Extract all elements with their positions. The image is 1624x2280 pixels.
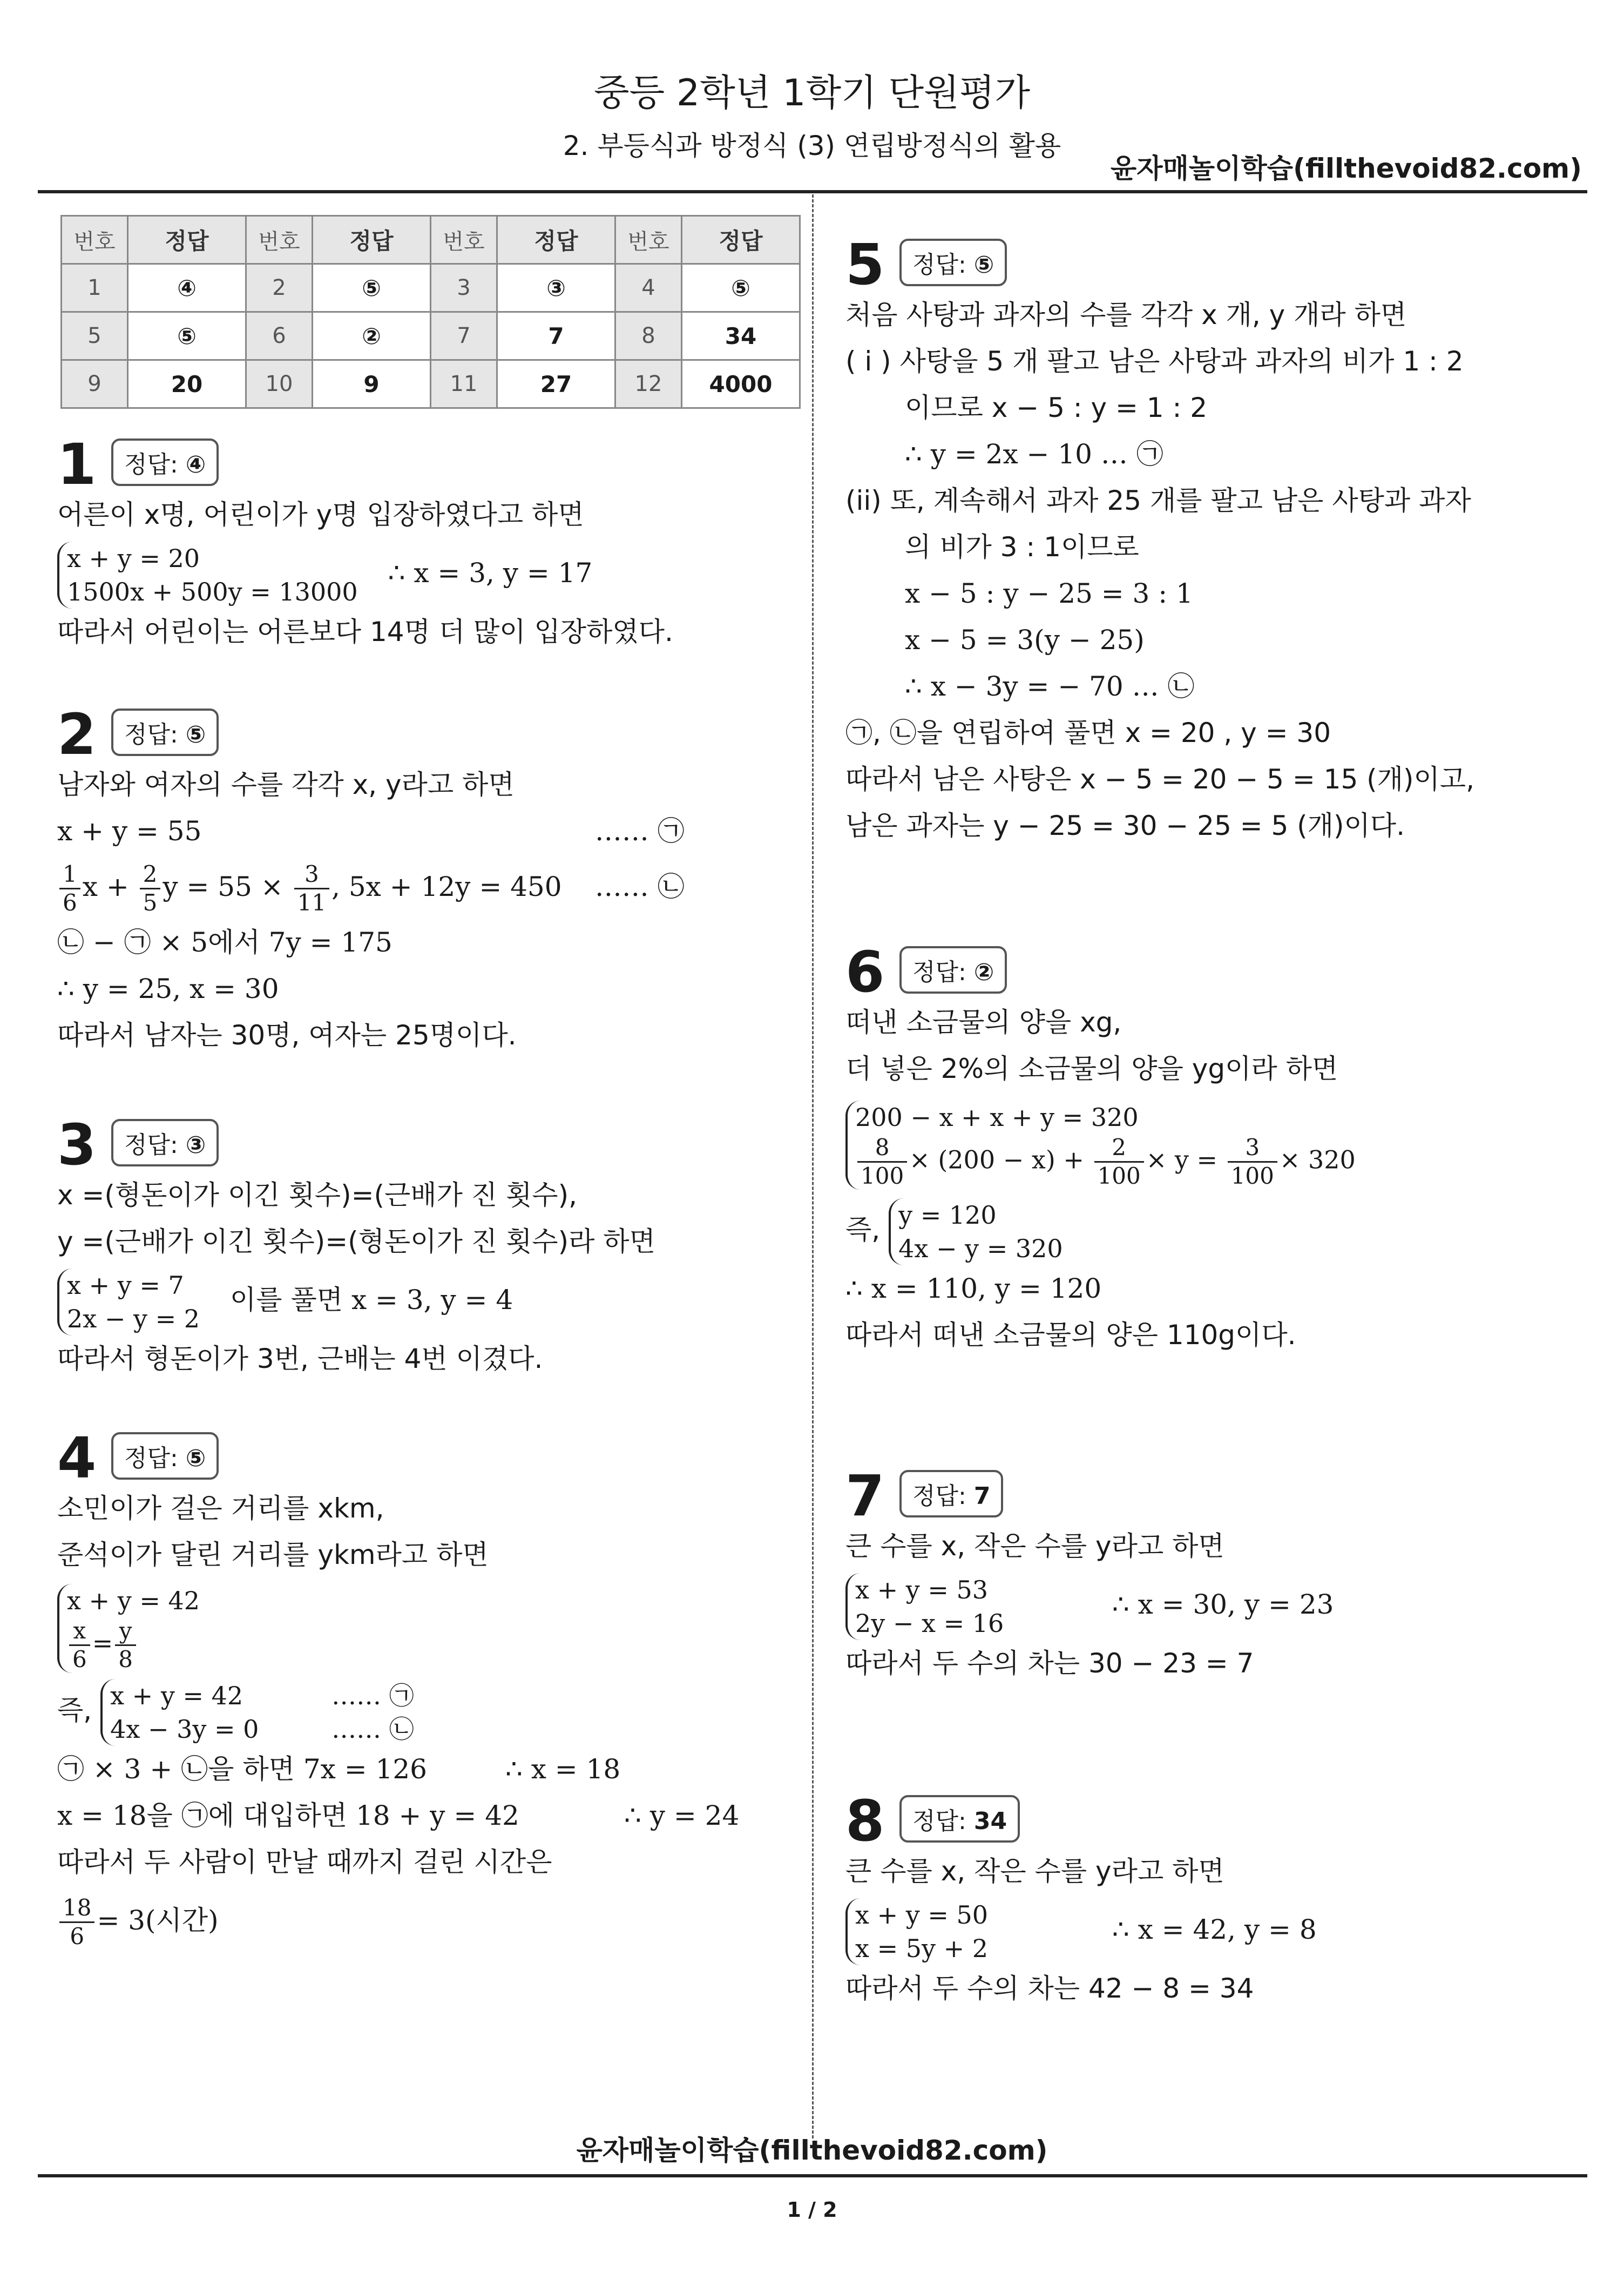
table-row bbox=[62, 312, 800, 360]
answer-prefix: 정답: bbox=[124, 1445, 178, 1472]
header-ans: 정답 bbox=[313, 216, 431, 264]
equation-system bbox=[845, 1573, 1071, 1640]
problem-number: 2 bbox=[57, 701, 97, 767]
header-rule bbox=[38, 190, 1587, 193]
equation-part: y = 55 × bbox=[163, 871, 283, 902]
table-row bbox=[62, 360, 800, 408]
problem-1 bbox=[57, 432, 673, 655]
equation-mark: …… ㉠ bbox=[331, 1681, 414, 1710]
equation: x + y = 53 bbox=[855, 1575, 989, 1604]
answer-value: 34 bbox=[682, 312, 800, 360]
answer-badge bbox=[111, 1119, 219, 1166]
problem-text: 더 넣은 2%의 소금물의 양을 yg이라 하면 bbox=[845, 1053, 1338, 1084]
problem-2 bbox=[57, 702, 685, 1058]
problem-text: 이므로 x − 5 : y = 1 : 2 bbox=[905, 392, 1208, 423]
conclusion: 따라서 남자는 30명, 여자는 25명이다. bbox=[57, 1020, 517, 1051]
equation: ㉡ − ㉠ × 5에서 7y = 175 bbox=[57, 927, 393, 958]
equation: y = 120 bbox=[898, 1200, 997, 1230]
problem-text: 남자와 여자의 수를 각각 x, y라고 하면 bbox=[57, 769, 515, 800]
equation: ㉠ × 3 + ㉡을 하면 7x = 126 bbox=[57, 1753, 427, 1785]
question-number: 11 bbox=[431, 360, 497, 408]
answer-value: 7 bbox=[497, 312, 615, 360]
equation: ∴ y = 2x − 10 … ㉠ bbox=[905, 439, 1163, 470]
conclusion: 따라서 두 수의 차는 42 − 8 = 34 bbox=[845, 1972, 1254, 2004]
problem-number: 3 bbox=[57, 1112, 97, 1178]
header-ans: 정답 bbox=[682, 216, 800, 264]
problem-text: 준석이가 달린 거리를 ykm라고 하면 bbox=[57, 1539, 489, 1570]
answer-value: 20 bbox=[128, 360, 246, 408]
question-number: 9 bbox=[62, 360, 128, 408]
question-number: 6 bbox=[246, 312, 313, 360]
problem-number: 8 bbox=[845, 1788, 885, 1854]
equation-system bbox=[845, 1101, 1356, 1190]
answer-value: ② bbox=[973, 959, 994, 986]
equation-part: , 5x + 12y = 450 bbox=[331, 871, 562, 902]
question-number: 4 bbox=[615, 264, 682, 312]
problem-number: 7 bbox=[845, 1463, 885, 1529]
conclusion: 따라서 두 수의 차는 30 − 23 = 7 bbox=[845, 1647, 1254, 1679]
problem-text: 따라서 두 사람이 만날 때까지 걸린 시간은 bbox=[57, 1846, 552, 1878]
header-ans: 정답 bbox=[128, 216, 246, 264]
label-jeuk: 즉, bbox=[845, 1214, 881, 1245]
header-brand: 윤자매놀이학습(fillthevoid82.com) bbox=[1110, 153, 1582, 184]
equation: 4x − y = 320 bbox=[898, 1233, 1063, 1263]
answer-badge bbox=[899, 1795, 1020, 1843]
fraction: $\frac{2}{5}$ bbox=[140, 861, 161, 916]
solution: ∴ x = 3, y = 17 bbox=[388, 557, 593, 589]
equation: x + y = 50 bbox=[855, 1900, 989, 1930]
page-subtitle: 2. 부등식과 방정식 (3) 연립방정식의 활용 bbox=[563, 130, 1061, 161]
equation-mark: …… ㉡ bbox=[594, 871, 685, 902]
equation: x − 5 : y − 25 = 3 : 1 bbox=[905, 578, 1193, 609]
footer-rule bbox=[38, 2174, 1587, 2177]
answer-value: ③ bbox=[185, 1131, 206, 1159]
answer-value: 27 bbox=[497, 360, 615, 408]
answer-prefix: 정답: bbox=[124, 721, 178, 748]
problem-number: 6 bbox=[845, 939, 885, 1005]
question-number: 7 bbox=[431, 312, 497, 360]
equation-mark: …… ㉠ bbox=[594, 815, 685, 847]
header-ans: 정답 bbox=[497, 216, 615, 264]
problem-text: x =(형돈이가 이긴 횟수)=(근배가 진 횟수), bbox=[57, 1179, 577, 1211]
header-num: 번호 bbox=[431, 216, 497, 264]
question-number: 2 bbox=[246, 264, 313, 312]
conclusion: 따라서 떠낸 소금물의 양은 110g이다. bbox=[845, 1319, 1296, 1351]
equals-sign: = bbox=[92, 1628, 113, 1658]
problem-text: (ii) 또, 계속해서 과자 25 개를 팔고 남은 사탕과 과자 bbox=[845, 485, 1471, 516]
question-number: 1 bbox=[62, 264, 128, 312]
fraction: $\frac{8}{100}$ bbox=[857, 1134, 907, 1190]
equation-system bbox=[57, 1584, 200, 1673]
equation: x = 18을 ㉠에 대입하면 18 + y = 42 bbox=[57, 1799, 519, 1831]
conclusion: 남은 과자는 y − 25 = 30 − 25 = 5 (개)이다. bbox=[845, 810, 1405, 841]
answer-prefix: 정답: bbox=[124, 451, 178, 478]
answer-value: ④ bbox=[128, 264, 246, 312]
equation-system bbox=[57, 1269, 200, 1335]
problem-text: 큰 수를 x, 작은 수를 y라고 하면 bbox=[845, 1530, 1224, 1562]
answer-badge bbox=[111, 709, 219, 756]
answer-value: ⑤ bbox=[128, 312, 246, 360]
header-num: 번호 bbox=[246, 216, 313, 264]
problem-7 bbox=[845, 1463, 1334, 1687]
answer-prefix: 정답: bbox=[912, 251, 966, 279]
answer-value: 34 bbox=[973, 1807, 1007, 1835]
answer-table bbox=[60, 215, 801, 409]
equation-system bbox=[845, 1898, 1071, 1965]
question-number: 3 bbox=[431, 264, 497, 312]
problem-text: 큰 수를 x, 작은 수를 y라고 하면 bbox=[845, 1856, 1224, 1887]
conclusion: 따라서 남은 사탕은 x − 5 = 20 − 5 = 15 (개)이고, bbox=[845, 764, 1474, 795]
equation: 4x − 3y = 0 bbox=[110, 1714, 259, 1744]
equation: 1500x + 500y = 13000 bbox=[67, 577, 358, 606]
problem-5 bbox=[845, 232, 1474, 849]
answer-badge bbox=[899, 239, 1007, 286]
header-num: 번호 bbox=[62, 216, 128, 264]
answer-value: ⑤ bbox=[313, 264, 431, 312]
header-num: 번호 bbox=[615, 216, 682, 264]
equation: x + y = 42 bbox=[110, 1681, 243, 1710]
question-number: 8 bbox=[615, 312, 682, 360]
answer-badge bbox=[111, 439, 219, 486]
equation-part: × 320 bbox=[1279, 1145, 1356, 1175]
equation-part: × (200 − x) + bbox=[909, 1145, 1084, 1175]
solution: ∴ x = 18 bbox=[505, 1753, 621, 1785]
fraction: $\frac{3}{11}$ bbox=[294, 861, 329, 916]
equation: x + y = 20 bbox=[67, 543, 200, 573]
footer-brand: 윤자매놀이학습(fillthevoid82.com) bbox=[576, 2135, 1048, 2166]
conclusion: 따라서 형돈이가 3번, 근배는 4번 이겼다. bbox=[57, 1343, 543, 1374]
answer-prefix: 정답: bbox=[912, 1807, 966, 1835]
problem-text: 처음 사탕과 과자의 수를 각각 x 개, y 개라 하면 bbox=[845, 299, 1407, 330]
problem-text: y =(근배가 이긴 횟수)=(형돈이가 진 횟수)라 하면 bbox=[57, 1226, 655, 1257]
question-number: 12 bbox=[615, 360, 682, 408]
answer-value: ② bbox=[313, 312, 431, 360]
question-number: 5 bbox=[62, 312, 128, 360]
equation: 2x − y = 2 bbox=[67, 1304, 200, 1333]
fraction: $\frac{y}{8}$ bbox=[115, 1617, 136, 1673]
problem-text: ( i ) 사탕을 5 개 팔고 남은 사탕과 과자의 비가 1 : 2 bbox=[845, 346, 1464, 377]
fraction: $\frac{1}{6}$ bbox=[59, 861, 80, 916]
problem-number: 4 bbox=[57, 1425, 97, 1491]
equation: x + y = 55 bbox=[57, 815, 202, 847]
problem-text: 떠낸 소금물의 양을 xg, bbox=[845, 1007, 1122, 1038]
answer-value: ④ bbox=[185, 451, 206, 478]
answer-table-header bbox=[62, 216, 800, 264]
conclusion: 따라서 어린이는 어른보다 14명 더 많이 입장하였다. bbox=[57, 616, 673, 647]
answer-value: ③ bbox=[497, 264, 615, 312]
equation: ∴ x − 3y = − 70 … ㉡ bbox=[905, 671, 1195, 702]
fraction: $\frac{x}{6}$ bbox=[69, 1617, 90, 1673]
answer-badge bbox=[899, 946, 1007, 994]
problem-text: ㉠, ㉡을 연립하여 풀면 x = 20 , y = 30 bbox=[845, 717, 1331, 748]
answer-prefix: 정답: bbox=[912, 959, 966, 986]
solution: ∴ x = 30, y = 23 bbox=[1112, 1589, 1334, 1620]
answer-value: ⑤ bbox=[973, 251, 994, 279]
problem-number: 1 bbox=[57, 431, 97, 497]
answer-value: 7 bbox=[973, 1482, 991, 1510]
answer-value: 4000 bbox=[682, 360, 800, 408]
answer-badge bbox=[899, 1470, 1003, 1517]
solution: ∴ x = 110, y = 120 bbox=[845, 1272, 1102, 1304]
problem-number: 5 bbox=[845, 232, 885, 298]
equation: x = 5y + 2 bbox=[855, 1933, 989, 1963]
problem-text: 소민이가 걸은 거리를 xkm, bbox=[57, 1493, 384, 1524]
equation-mark: …… ㉡ bbox=[331, 1714, 414, 1744]
column-divider bbox=[812, 194, 814, 2139]
solution: ∴ x = 42, y = 8 bbox=[1112, 1914, 1317, 1945]
equation: 200 − x + x + y = 320 bbox=[855, 1103, 1139, 1132]
equation: x + y = 42 bbox=[67, 1586, 200, 1615]
equation: x + y = 7 bbox=[67, 1270, 184, 1300]
answer-prefix: 정답: bbox=[124, 1131, 178, 1159]
problem-6 bbox=[845, 940, 1356, 1358]
table-row bbox=[62, 264, 800, 312]
answer-value: ⑤ bbox=[185, 1445, 206, 1472]
page-title: 중등 2학년 1학기 단원평가 bbox=[593, 72, 1031, 114]
problem-4 bbox=[57, 1426, 739, 1955]
answer-value: 9 bbox=[313, 360, 431, 408]
equation: x − 5 = 3(y − 25) bbox=[905, 624, 1145, 656]
equation-system bbox=[100, 1679, 414, 1746]
fraction: $\frac{2}{100}$ bbox=[1094, 1134, 1144, 1190]
solution: ∴ y = 25, x = 30 bbox=[57, 973, 279, 1004]
fraction: $\frac{3}{100}$ bbox=[1228, 1134, 1277, 1190]
equation-part: × y = bbox=[1146, 1145, 1218, 1175]
label-jeuk: 즉, bbox=[57, 1695, 92, 1726]
problem-3 bbox=[57, 1112, 655, 1382]
fraction: $\frac{18}{6}$ bbox=[59, 1894, 94, 1950]
answer-badge bbox=[111, 1432, 219, 1480]
question-number: 10 bbox=[246, 360, 313, 408]
page-number: 1 / 2 bbox=[787, 2198, 837, 2222]
equation: 2y − x = 16 bbox=[855, 1608, 1004, 1638]
answer-prefix: 정답: bbox=[912, 1482, 966, 1510]
solution: 이를 풀면 x = 3, y = 4 bbox=[229, 1284, 513, 1316]
problem-text: 의 비가 3 : 1이므로 bbox=[905, 531, 1139, 563]
equation-part: x + bbox=[82, 871, 129, 902]
equation-system bbox=[57, 542, 358, 609]
equation-system bbox=[889, 1198, 1063, 1265]
problem-text: 어른이 x명, 어린이가 y명 입장하였다고 하면 bbox=[57, 499, 584, 530]
problem-8 bbox=[845, 1789, 1317, 2012]
answer-value: ⑤ bbox=[682, 264, 800, 312]
answer-value: ⑤ bbox=[185, 721, 206, 748]
solution: ∴ y = 24 bbox=[624, 1799, 740, 1831]
conclusion: = 3(시간) bbox=[97, 1904, 219, 1936]
